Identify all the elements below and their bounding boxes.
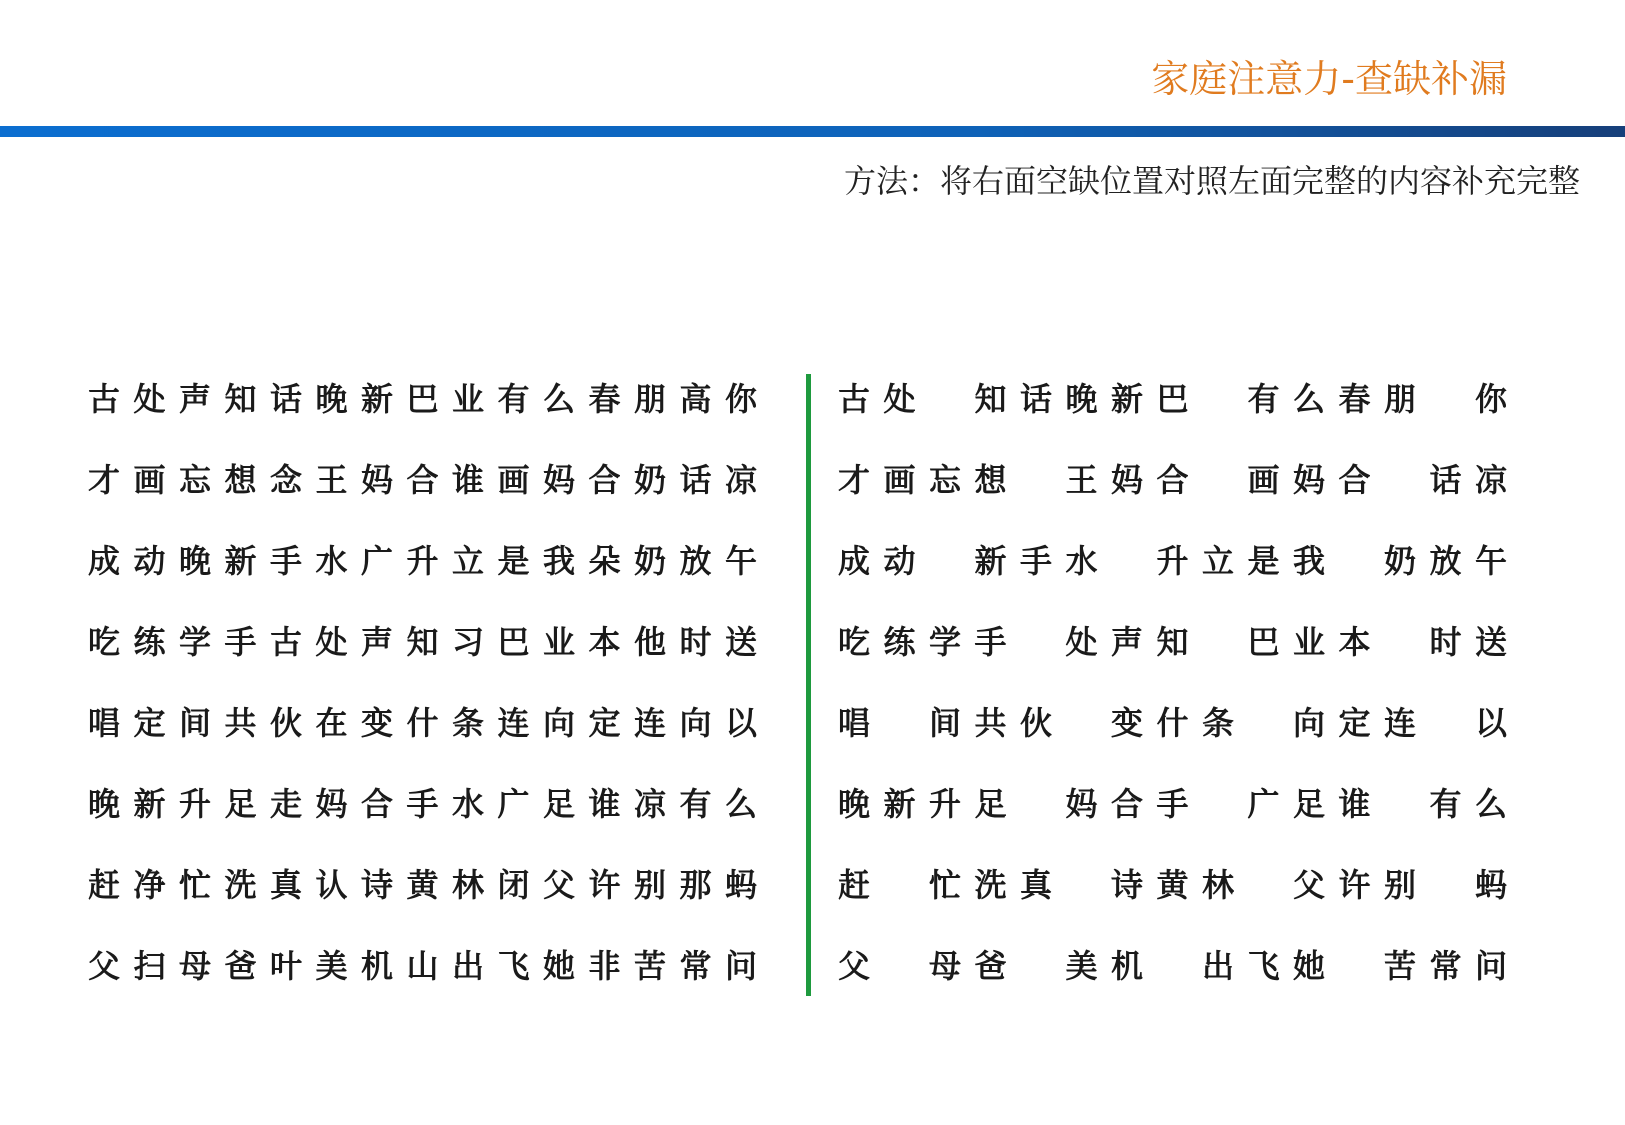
left-char-cell: 合 — [406, 460, 439, 499]
left-char-cell: 定 — [588, 703, 621, 742]
right-char-cell: 成 — [838, 541, 871, 580]
right-char-cell: 学 — [929, 622, 962, 661]
left-char-cell: 广 — [497, 784, 530, 823]
left-char-cell: 认 — [315, 865, 348, 904]
right-char-cell: 飞 — [1247, 946, 1280, 985]
left-char-cell: 声 — [361, 622, 394, 661]
left-char-cell: 朋 — [634, 379, 667, 418]
left-char-cell: 习 — [452, 622, 485, 661]
left-char-cell: 他 — [634, 622, 667, 661]
left-char-cell: 晚 — [315, 379, 348, 418]
left-char-cell: 有 — [497, 379, 530, 418]
left-char-cell: 话 — [270, 379, 303, 418]
right-char-cell: 妈 — [1065, 784, 1098, 823]
left-char-cell: 向 — [543, 703, 576, 742]
left-char-cell: 赶 — [88, 865, 121, 904]
right-char-cell: 许 — [1338, 865, 1371, 904]
right-char-cell: 有 — [1247, 379, 1280, 418]
left-char-cell: 向 — [679, 703, 712, 742]
left-char-cell: 美 — [315, 946, 348, 985]
left-char-cell: 净 — [133, 865, 166, 904]
left-char-cell: 吃 — [88, 622, 121, 661]
left-char-cell: 古 — [88, 379, 121, 418]
left-char-cell: 处 — [133, 379, 166, 418]
left-char-cell: 谁 — [588, 784, 621, 823]
left-char-cell: 蚂 — [725, 865, 758, 904]
right-char-cell: 是 — [1247, 541, 1280, 580]
right-char-cell: 什 — [1156, 703, 1189, 742]
right-char-cell: 合 — [1156, 460, 1189, 499]
right-char-cell: 吃 — [838, 622, 871, 661]
left-char-cell: 升 — [179, 784, 212, 823]
left-char-cell: 那 — [679, 865, 712, 904]
left-char-cell: 么 — [725, 784, 758, 823]
left-char-cell: 许 — [588, 865, 621, 904]
right-char-cell: 真 — [1020, 865, 1053, 904]
right-char-cell: 妈 — [1111, 460, 1144, 499]
left-char-cell: 画 — [133, 460, 166, 499]
right-char-cell: 时 — [1429, 622, 1462, 661]
right-char-cell: 画 — [883, 460, 916, 499]
right-char-cell: 话 — [1020, 379, 1053, 418]
right-char-cell: 机 — [1111, 946, 1144, 985]
left-char-cell: 在 — [315, 703, 348, 742]
right-char-cell: 晚 — [1065, 379, 1098, 418]
left-grid-row — [88, 925, 771, 1006]
right-char-cell: 王 — [1065, 460, 1098, 499]
right-char-cell: 新 — [883, 784, 916, 823]
right-char-cell: 放 — [1429, 541, 1462, 580]
left-char-cell: 妈 — [361, 460, 394, 499]
left-char-cell: 放 — [679, 541, 712, 580]
left-char-cell: 手 — [270, 541, 303, 580]
left-char-cell: 诗 — [361, 865, 394, 904]
left-char-cell: 么 — [543, 379, 576, 418]
left-char-cell: 足 — [224, 784, 257, 823]
page-title: 家庭注意力-查缺补漏 — [1151, 57, 1507, 101]
right-char-cell: 洗 — [974, 865, 1007, 904]
right-char-cell: 古 — [838, 379, 871, 418]
left-char-cell: 画 — [497, 460, 530, 499]
right-char-cell: 我 — [1293, 541, 1326, 580]
right-char-cell: 知 — [974, 379, 1007, 418]
right-grid-row — [838, 439, 1521, 520]
right-char-cell: 黄 — [1156, 865, 1189, 904]
right-char-cell: 谁 — [1338, 784, 1371, 823]
right-char-cell: 你 — [1475, 379, 1508, 418]
left-char-cell: 我 — [543, 541, 576, 580]
left-char-cell: 晚 — [179, 541, 212, 580]
left-char-cell: 午 — [725, 541, 758, 580]
left-char-cell: 时 — [679, 622, 712, 661]
left-grid-row — [88, 358, 771, 439]
left-char-cell: 父 — [543, 865, 576, 904]
right-char-cell: 手 — [1020, 541, 1053, 580]
left-grid-row — [88, 844, 771, 925]
right-char-cell: 升 — [929, 784, 962, 823]
right-char-cell: 忙 — [929, 865, 962, 904]
left-character-grid — [88, 358, 771, 1006]
right-char-cell: 妈 — [1293, 460, 1326, 499]
left-char-cell: 古 — [270, 622, 303, 661]
left-char-cell: 朵 — [588, 541, 621, 580]
right-char-cell: 母 — [929, 946, 962, 985]
left-char-cell: 她 — [543, 946, 576, 985]
left-char-cell: 手 — [406, 784, 439, 823]
left-char-cell: 才 — [88, 460, 121, 499]
left-char-cell: 巴 — [406, 379, 439, 418]
right-char-cell: 苦 — [1384, 946, 1417, 985]
right-char-cell: 本 — [1338, 622, 1371, 661]
left-char-cell: 变 — [361, 703, 394, 742]
left-char-cell: 立 — [452, 541, 485, 580]
left-char-cell: 妈 — [315, 784, 348, 823]
left-char-cell: 常 — [679, 946, 712, 985]
right-grid-row — [838, 601, 1521, 682]
right-char-cell: 她 — [1293, 946, 1326, 985]
right-char-cell: 向 — [1293, 703, 1326, 742]
right-char-cell: 林 — [1202, 865, 1235, 904]
right-char-cell: 凉 — [1475, 460, 1508, 499]
right-char-cell: 有 — [1429, 784, 1462, 823]
right-char-cell: 问 — [1475, 946, 1508, 985]
left-char-cell: 洗 — [224, 865, 257, 904]
left-char-cell: 妈 — [543, 460, 576, 499]
left-grid-row — [88, 601, 771, 682]
left-char-cell: 真 — [270, 865, 303, 904]
left-char-cell: 黄 — [406, 865, 439, 904]
right-char-cell: 足 — [1293, 784, 1326, 823]
left-char-cell: 谁 — [452, 460, 485, 499]
left-char-cell: 凉 — [634, 784, 667, 823]
left-char-cell: 业 — [452, 379, 485, 418]
right-char-cell: 忘 — [929, 460, 962, 499]
right-char-cell: 唱 — [838, 703, 871, 742]
left-char-cell: 练 — [133, 622, 166, 661]
left-char-cell: 条 — [452, 703, 485, 742]
right-char-cell: 新 — [1111, 379, 1144, 418]
left-char-cell: 问 — [725, 946, 758, 985]
left-char-cell: 升 — [406, 541, 439, 580]
right-char-cell: 美 — [1065, 946, 1098, 985]
left-char-cell: 想 — [224, 460, 257, 499]
left-char-cell: 新 — [361, 379, 394, 418]
left-char-cell: 山 — [406, 946, 439, 985]
right-char-cell: 巴 — [1156, 379, 1189, 418]
right-char-cell: 伙 — [1020, 703, 1053, 742]
left-char-cell: 本 — [588, 622, 621, 661]
left-char-cell: 凉 — [725, 460, 758, 499]
right-char-cell: 升 — [1156, 541, 1189, 580]
left-char-cell: 忘 — [179, 460, 212, 499]
left-grid-row — [88, 682, 771, 763]
right-char-cell: 蚂 — [1475, 865, 1508, 904]
left-char-cell: 飞 — [497, 946, 530, 985]
left-char-cell: 足 — [543, 784, 576, 823]
right-char-cell: 业 — [1293, 622, 1326, 661]
left-char-cell: 送 — [725, 622, 758, 661]
right-char-cell: 想 — [974, 460, 1007, 499]
left-char-cell: 母 — [179, 946, 212, 985]
right-char-cell: 条 — [1202, 703, 1235, 742]
left-char-cell: 什 — [406, 703, 439, 742]
right-char-cell: 处 — [1065, 622, 1098, 661]
left-char-cell: 手 — [224, 622, 257, 661]
right-char-cell: 话 — [1429, 460, 1462, 499]
right-char-cell: 间 — [929, 703, 962, 742]
left-char-cell: 共 — [224, 703, 257, 742]
right-char-cell: 父 — [838, 946, 871, 985]
left-char-cell: 连 — [634, 703, 667, 742]
right-char-cell: 诗 — [1111, 865, 1144, 904]
right-char-cell: 画 — [1247, 460, 1280, 499]
right-char-cell: 常 — [1429, 946, 1462, 985]
left-char-cell: 高 — [679, 379, 712, 418]
left-char-cell: 连 — [497, 703, 530, 742]
left-char-cell: 林 — [452, 865, 485, 904]
right-char-cell: 别 — [1384, 865, 1417, 904]
right-char-cell: 父 — [1293, 865, 1326, 904]
right-char-cell: 水 — [1065, 541, 1098, 580]
header-divider-bar — [0, 126, 1625, 137]
left-char-cell: 爸 — [224, 946, 257, 985]
left-char-cell: 水 — [452, 784, 485, 823]
left-char-cell: 知 — [406, 622, 439, 661]
left-char-cell: 业 — [543, 622, 576, 661]
right-char-cell: 晚 — [838, 784, 871, 823]
right-char-cell: 连 — [1384, 703, 1417, 742]
right-char-cell: 新 — [974, 541, 1007, 580]
left-char-cell: 闭 — [497, 865, 530, 904]
left-char-cell: 学 — [179, 622, 212, 661]
right-grid-row — [838, 925, 1521, 1006]
right-char-cell: 动 — [883, 541, 916, 580]
left-char-cell: 合 — [361, 784, 394, 823]
left-char-cell: 机 — [361, 946, 394, 985]
left-char-cell: 以 — [725, 703, 758, 742]
left-char-cell: 知 — [224, 379, 257, 418]
left-char-cell: 伙 — [270, 703, 303, 742]
right-char-cell: 出 — [1202, 946, 1235, 985]
right-char-cell: 声 — [1111, 622, 1144, 661]
left-char-cell: 处 — [315, 622, 348, 661]
right-char-cell: 春 — [1338, 379, 1371, 418]
right-grid-row — [838, 763, 1521, 844]
right-grid-row — [838, 844, 1521, 925]
center-divider — [806, 374, 811, 996]
right-char-cell: 送 — [1475, 622, 1508, 661]
right-char-cell: 合 — [1111, 784, 1144, 823]
left-char-cell: 话 — [679, 460, 712, 499]
right-char-cell: 足 — [974, 784, 1007, 823]
right-char-cell: 变 — [1111, 703, 1144, 742]
left-char-cell: 有 — [679, 784, 712, 823]
left-char-cell: 走 — [270, 784, 303, 823]
left-char-cell: 别 — [634, 865, 667, 904]
left-char-cell: 扫 — [133, 946, 166, 985]
right-char-cell: 巴 — [1247, 622, 1280, 661]
right-char-cell: 手 — [974, 622, 1007, 661]
right-char-cell: 合 — [1338, 460, 1371, 499]
right-char-cell: 定 — [1338, 703, 1371, 742]
left-char-cell: 唱 — [88, 703, 121, 742]
left-char-cell: 忙 — [179, 865, 212, 904]
right-char-cell: 午 — [1475, 541, 1508, 580]
left-char-cell: 巴 — [497, 622, 530, 661]
right-char-cell: 立 — [1202, 541, 1235, 580]
left-char-cell: 出 — [452, 946, 485, 985]
left-char-cell: 叶 — [270, 946, 303, 985]
right-char-cell: 么 — [1475, 784, 1508, 823]
left-char-cell: 你 — [725, 379, 758, 418]
left-char-cell: 水 — [315, 541, 348, 580]
left-char-cell: 合 — [588, 460, 621, 499]
left-char-cell: 新 — [224, 541, 257, 580]
left-char-cell: 念 — [270, 460, 303, 499]
right-char-cell: 赶 — [838, 865, 871, 904]
left-char-cell: 王 — [315, 460, 348, 499]
right-char-cell: 处 — [883, 379, 916, 418]
right-grid-row — [838, 358, 1521, 439]
left-char-cell: 是 — [497, 541, 530, 580]
right-char-cell: 共 — [974, 703, 1007, 742]
left-char-cell: 间 — [179, 703, 212, 742]
left-char-cell: 广 — [361, 541, 394, 580]
right-char-cell: 爸 — [974, 946, 1007, 985]
left-grid-row — [88, 763, 771, 844]
right-character-grid — [838, 358, 1521, 1006]
right-char-cell: 练 — [883, 622, 916, 661]
left-char-cell: 新 — [133, 784, 166, 823]
right-grid-row — [838, 682, 1521, 763]
right-char-cell: 以 — [1475, 703, 1508, 742]
right-char-cell: 才 — [838, 460, 871, 499]
left-char-cell: 父 — [88, 946, 121, 985]
left-char-cell: 春 — [588, 379, 621, 418]
left-char-cell: 奶 — [634, 460, 667, 499]
left-char-cell: 定 — [133, 703, 166, 742]
left-char-cell: 苦 — [634, 946, 667, 985]
right-char-cell: 么 — [1293, 379, 1326, 418]
left-grid-row — [88, 439, 771, 520]
left-char-cell: 动 — [133, 541, 166, 580]
method-instruction: 方法：将右面空缺位置对照左面完整的内容补充完整 — [843, 162, 1580, 200]
left-char-cell: 成 — [88, 541, 121, 580]
right-char-cell: 奶 — [1384, 541, 1417, 580]
right-char-cell: 广 — [1247, 784, 1280, 823]
left-char-cell: 声 — [179, 379, 212, 418]
left-grid-row — [88, 520, 771, 601]
right-char-cell: 知 — [1156, 622, 1189, 661]
right-char-cell: 手 — [1156, 784, 1189, 823]
right-grid-row — [838, 520, 1521, 601]
left-char-cell: 奶 — [634, 541, 667, 580]
left-char-cell: 非 — [588, 946, 621, 985]
left-char-cell: 晚 — [88, 784, 121, 823]
right-char-cell: 朋 — [1384, 379, 1417, 418]
